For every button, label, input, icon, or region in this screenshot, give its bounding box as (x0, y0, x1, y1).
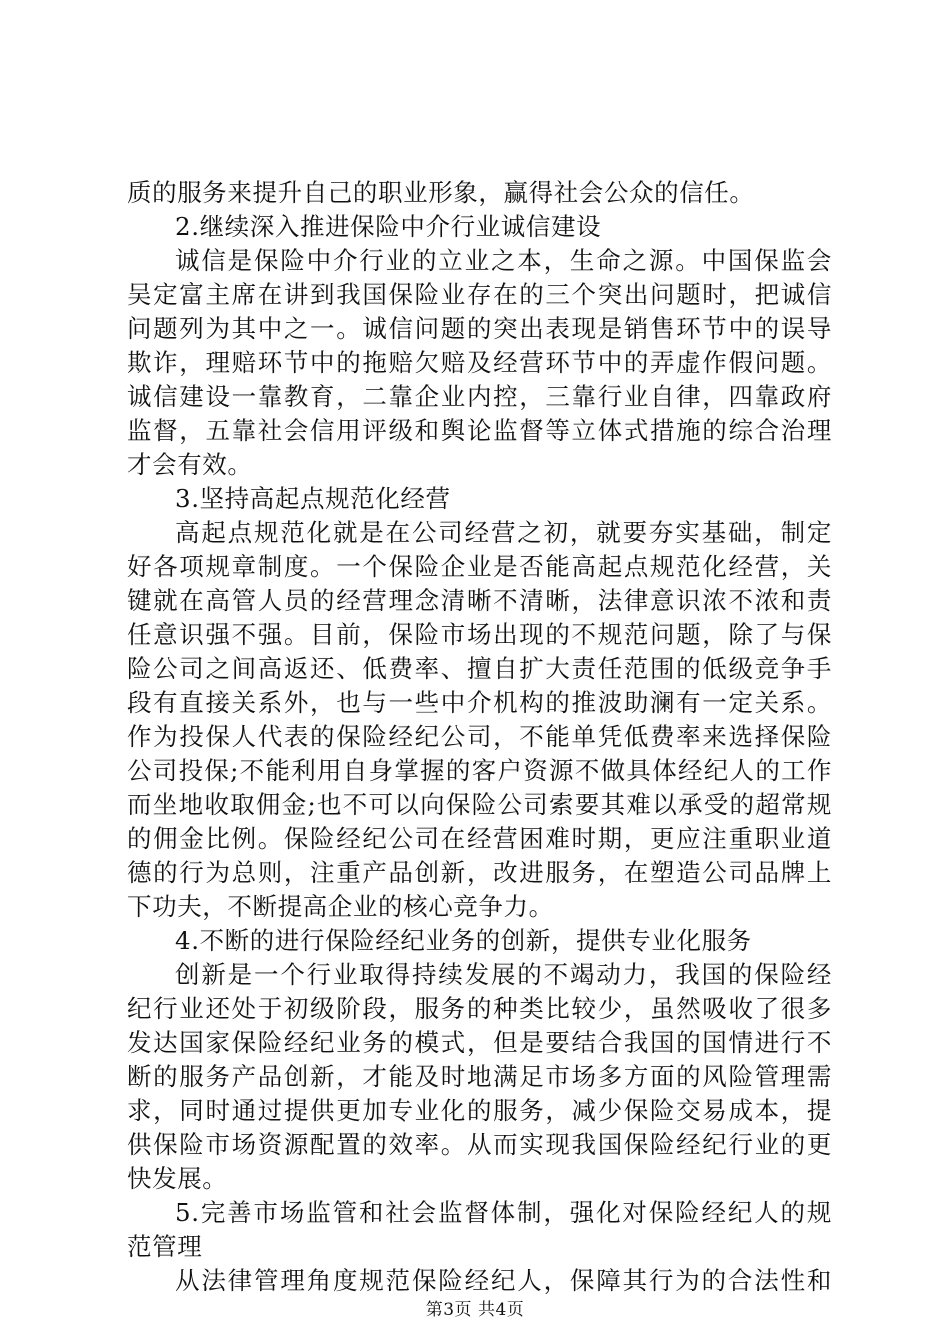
body-text-line: 从法律管理角度规范保险经纪人，保障其行为的合法性和 (175, 1266, 832, 1295)
body-text-line: 纪行业还处于初级阶段，服务的种类比较少，虽然吸收了很多 (127, 994, 832, 1023)
section-heading: 3.坚持高起点规范化经营 (175, 484, 451, 513)
body-text-line: 段有直接关系外，也与一些中介机构的推波助澜有一定关系。 (127, 688, 832, 717)
body-text-line: 求，同时通过提供更加专业化的服务，减少保险交易成本，提 (127, 1096, 832, 1125)
section-heading-continued: 范管理 (127, 1232, 203, 1261)
body-text-line: 公司投保;不能利用自身掌握的客户资源不做具体经纪人的工作 (127, 756, 832, 785)
section-heading: 4.不断的进行保险经纪业务的创新，提供专业化服务 (175, 926, 752, 955)
body-text-line: 下功夫，不断提高企业的核心竞争力。 (127, 892, 554, 921)
body-text-line: 德的行为总则，注重产品创新，改进服务，在塑造公司品牌上 (127, 858, 832, 887)
body-text-line: 键就在高管人员的经营理念清晰不清晰，法律意识浓不浓和责 (127, 586, 832, 615)
body-text-line: 断的服务产品创新，才能及时地满足市场多方面的风险管理需 (127, 1062, 832, 1091)
body-text-line: 好各项规章制度。一个保险企业是否能高起点规范化经营，关 (127, 552, 832, 581)
body-text-line: 险公司之间高返还、低费率、擅自扩大责任范围的低级竞争手 (127, 654, 832, 683)
body-text-line: 创新是一个行业取得持续发展的不竭动力，我国的保险经 (175, 960, 832, 989)
body-text-line: 才会有效。 (127, 450, 253, 479)
body-text-line: 供保险市场资源配置的效率。从而实现我国保险经纪行业的更 (127, 1130, 832, 1159)
section-heading: 5.完善市场监管和社会监督体制，强化对保险经纪人的规 (175, 1198, 832, 1227)
body-text-line: 质的服务来提升自己的职业形象，赢得社会公众的信任。 (127, 178, 755, 207)
body-text-line: 作为投保人代表的保险经纪公司，不能单凭低费率来选择保险 (127, 722, 832, 751)
body-text-line: 问题列为其中之一。诚信问题的突出表现是销售环节中的误导 (127, 314, 832, 343)
body-text-line: 任意识强不强。目前，保险市场出现的不规范问题，除了与保 (127, 620, 832, 649)
section-heading: 2.继续深入推进保险中介行业诚信建设 (175, 212, 602, 241)
body-text-line: 吴定富主席在讲到我国保险业存在的三个突出问题时，把诚信 (127, 280, 832, 309)
body-text-line: 的佣金比例。保险经纪公司在经营困难时期，更应注重职业道 (127, 824, 832, 853)
body-text-line: 快发展。 (127, 1164, 228, 1193)
body-text-line: 监督，五靠社会信用评级和舆论监督等立体式措施的综合治理 (127, 416, 832, 445)
body-text-line: 而坐地收取佣金;也不可以向保险公司索要其难以承受的超常规 (127, 790, 832, 819)
body-text-line: 高起点规范化就是在公司经营之初，就要夯实基础，制定 (175, 518, 832, 547)
body-text-line: 诚信建设一靠教育，二靠企业内控，三靠行业自律，四靠政府 (127, 382, 832, 411)
body-text-line: 发达国家保险经纪业务的模式，但是要结合我国的国情进行不 (127, 1028, 832, 1057)
page-number-footer: 第3页 共4页 (425, 1300, 525, 1320)
body-text-line: 诚信是保险中介行业的立业之本，生命之源。中国保监会 (175, 246, 832, 275)
body-text-line: 欺诈，理赔环节中的拖赔欠赔及经营环节中的弄虚作假问题。 (127, 348, 832, 377)
